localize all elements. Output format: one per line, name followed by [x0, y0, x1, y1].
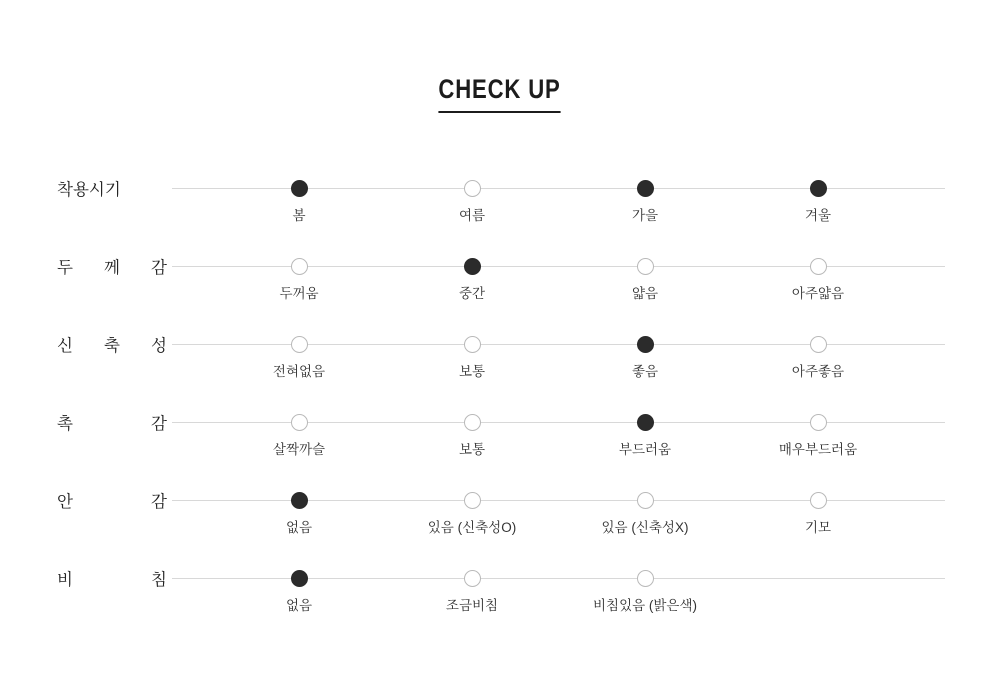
option-dot-empty[interactable]: [810, 414, 827, 431]
option-dot-selected[interactable]: [291, 492, 308, 509]
row-label: [57, 410, 167, 434]
chart-row: [0, 394, 1000, 472]
option-label: 조금비침: [445, 598, 499, 613]
option-dot-empty[interactable]: [810, 258, 827, 275]
row-label-part: 두: [57, 259, 73, 277]
option-label: 가을: [631, 208, 659, 223]
option-dot-selected[interactable]: [637, 180, 654, 197]
chart-option[interactable]: [382, 238, 562, 302]
option-label: 있음 (신축성X): [601, 520, 689, 535]
option-dot-empty[interactable]: [464, 570, 481, 587]
option-label: 없음: [285, 520, 313, 535]
option-label: 여름: [458, 208, 486, 223]
option-label: 아주좋음: [791, 364, 845, 379]
chart-option[interactable]: [555, 238, 735, 302]
option-label: 있음 (신축성O): [427, 520, 517, 535]
option-dot-selected[interactable]: [464, 258, 481, 275]
page-title: [0, 74, 1000, 113]
chart-option[interactable]: [382, 472, 562, 536]
option-label: 비침있음 (밝은색): [592, 598, 698, 613]
option-label: 매우부드러움: [778, 442, 858, 457]
option-label: 부드러움: [618, 442, 672, 457]
chart-row: [0, 316, 1000, 394]
option-dot-selected[interactable]: [637, 336, 654, 353]
row-label-part: 신: [57, 337, 73, 355]
option-label: 중간: [458, 286, 486, 301]
row-label-part: 께: [104, 259, 120, 277]
check-up-chart: [0, 160, 1000, 628]
chart-row: [0, 160, 1000, 238]
row-label-part: 비: [57, 571, 73, 589]
option-label: 아주얇음: [791, 286, 845, 301]
chart-option[interactable]: [209, 316, 389, 380]
row-label: [57, 488, 167, 512]
chart-option[interactable]: [209, 160, 389, 224]
row-label-part: 축: [104, 337, 120, 355]
option-label: 봄: [292, 208, 306, 223]
chart-option[interactable]: [728, 394, 908, 458]
option-label: 없음: [285, 598, 313, 613]
chart-option[interactable]: [209, 472, 389, 536]
chart-option[interactable]: [382, 550, 562, 614]
chart-option[interactable]: [209, 550, 389, 614]
option-dot-empty[interactable]: [464, 336, 481, 353]
chart-option[interactable]: [209, 394, 389, 458]
chart-row: [0, 472, 1000, 550]
option-dot-selected[interactable]: [291, 180, 308, 197]
chart-row: [0, 238, 1000, 316]
chart-option[interactable]: [555, 160, 735, 224]
option-label: 살짝까슬: [272, 442, 326, 457]
chart-option[interactable]: [728, 160, 908, 224]
row-label: [57, 332, 167, 356]
row-label: [57, 566, 167, 590]
option-dot-empty[interactable]: [464, 492, 481, 509]
option-dot-empty[interactable]: [810, 492, 827, 509]
option-dot-selected[interactable]: [637, 414, 654, 431]
chart-option[interactable]: [555, 550, 735, 614]
row-label-part: 감: [151, 493, 167, 511]
option-dot-empty[interactable]: [637, 492, 654, 509]
chart-option[interactable]: [382, 394, 562, 458]
option-dot-selected[interactable]: [810, 180, 827, 197]
row-label-part: 성: [151, 337, 167, 355]
option-dot-empty[interactable]: [637, 258, 654, 275]
row-label: 착용시기: [57, 181, 121, 199]
option-label: 좋음: [631, 364, 659, 379]
chart-row: [0, 550, 1000, 628]
row-label-part: 감: [151, 415, 167, 433]
chart-option[interactable]: [728, 316, 908, 380]
option-dot-empty[interactable]: [291, 414, 308, 431]
option-dot-empty[interactable]: [291, 258, 308, 275]
option-dot-empty[interactable]: [810, 336, 827, 353]
row-label: [57, 254, 167, 278]
option-dot-empty[interactable]: [464, 414, 481, 431]
chart-option[interactable]: [555, 316, 735, 380]
option-label: 보통: [458, 364, 486, 379]
chart-option[interactable]: [209, 238, 389, 302]
chart-option[interactable]: [555, 394, 735, 458]
chart-option[interactable]: [728, 472, 908, 536]
option-label: 보통: [458, 442, 486, 457]
option-label: 전혀없음: [272, 364, 326, 379]
option-dot-selected[interactable]: [291, 570, 308, 587]
option-dot-empty[interactable]: [637, 570, 654, 587]
page-title-text: CHECK UP: [439, 74, 561, 113]
chart-option[interactable]: [382, 160, 562, 224]
row-label-part: 촉: [57, 415, 73, 433]
row-label-part: 감: [151, 259, 167, 277]
option-dot-empty[interactable]: [464, 180, 481, 197]
chart-option[interactable]: [555, 472, 735, 536]
option-label: 얇음: [631, 286, 659, 301]
chart-option[interactable]: [382, 316, 562, 380]
option-dot-empty[interactable]: [291, 336, 308, 353]
option-label: 기모: [804, 520, 832, 535]
chart-option[interactable]: [728, 238, 908, 302]
option-label: 두꺼움: [279, 286, 319, 301]
row-label-part: 침: [151, 571, 167, 589]
option-label: 겨울: [804, 208, 832, 223]
row-label-part: 안: [57, 493, 73, 511]
